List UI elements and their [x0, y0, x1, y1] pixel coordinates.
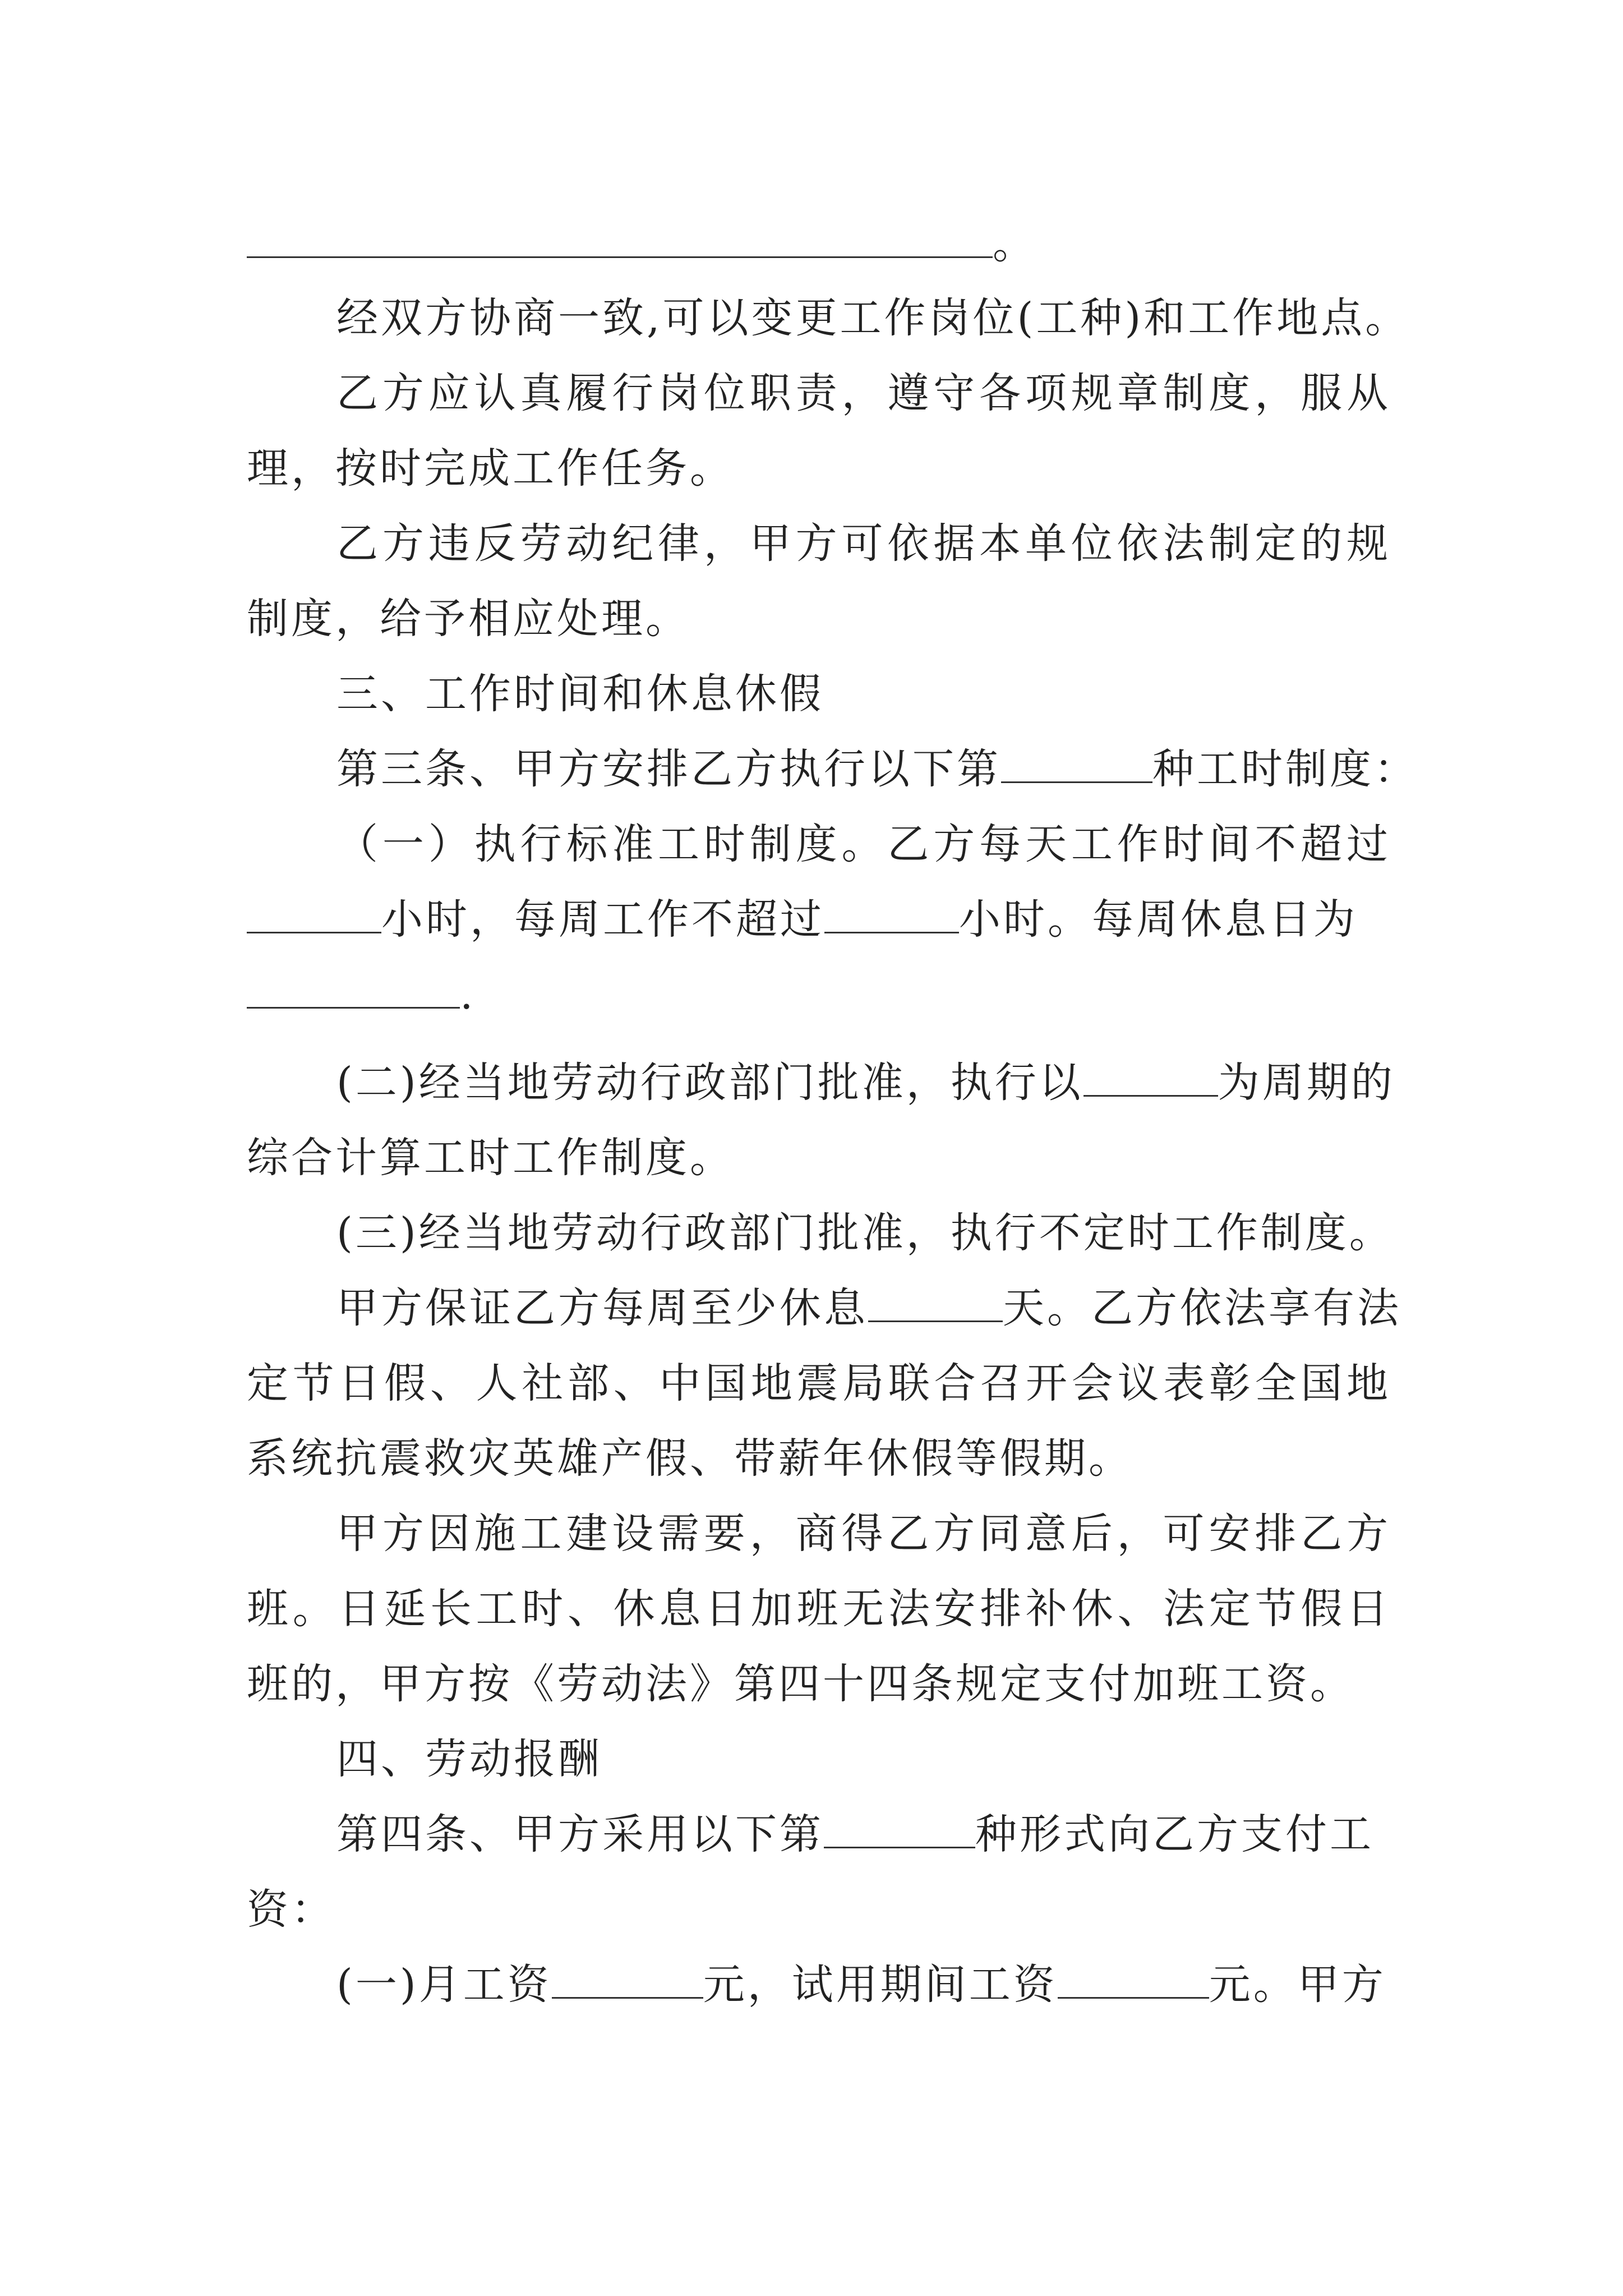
doc-line-20: 班的，甲方按《劳动法》第四十四条规定支付加班工资。 — [247, 1660, 1354, 1708]
fill-blank — [1058, 1958, 1209, 1999]
doc-line-13: 综合计算工时工作制度。 — [247, 1134, 734, 1182]
line-text: 为周期的 — [1218, 1059, 1395, 1107]
section-heading-3: 三、工作时间和休息休假 — [336, 670, 824, 718]
doc-line-15 — [336, 1280, 1401, 1336]
doc-line-12 — [336, 1055, 1395, 1111]
line-text: (一)月工资 — [336, 1961, 552, 2009]
fill-blank — [247, 892, 381, 933]
doc-line-23: 资： — [247, 1885, 335, 1934]
doc-line-6: 制度，给予相应处理。 — [247, 595, 690, 643]
doc-line-16: 定节日假、人社部、中国地震局联合召开会议表彰全国地 — [247, 1359, 1391, 1407]
doc-line-2: 经双方协商一致,可以变更工作岗位(工种)和工作地点。 — [336, 294, 1410, 342]
line-text: . — [460, 970, 476, 1019]
fill-blank — [868, 1281, 1003, 1322]
fill-blank — [247, 217, 993, 258]
doc-line-4: 理，按时完成工作任务。 — [247, 444, 734, 493]
line-text: 第四条、甲方采用以下第 — [336, 1810, 824, 1858]
doc-line-17: 系统抗震救灾英雄产假、带薪年休假等假期。 — [247, 1434, 1133, 1483]
doc-line-18: 甲方因施工建设需要，商得乙方同意后，可安排乙方 — [336, 1510, 1391, 1558]
fill-blank — [824, 892, 959, 933]
doc-line-3: 乙方应认真履行岗位职责，遵守各项规章制度，服从 — [336, 369, 1391, 417]
doc-line-22 — [336, 1806, 1391, 1862]
doc-line-10 — [247, 891, 1391, 947]
doc-line-8 — [336, 741, 1418, 797]
fill-blank — [552, 1958, 703, 1999]
fill-blank — [824, 1807, 975, 1848]
doc-line-14: (三)经当地劳动行政部门批准，执行不定时工作制度。 — [336, 1209, 1394, 1257]
doc-line-5: 乙方违反劳动纪律，甲方可依据本单位依法制定的规 — [336, 519, 1391, 568]
line-text: 小时。每周休息日为 — [959, 895, 1358, 944]
line-text: 种工时制度： — [1152, 745, 1418, 793]
fill-blank — [1083, 1056, 1218, 1097]
line-text: 元。甲方 — [1209, 1961, 1386, 2009]
line-text: 第三条、甲方安排乙方执行以下第 — [336, 745, 1001, 793]
fill-blank — [247, 968, 460, 1009]
line-text: (二)经当地劳动行政部门批准，执行以 — [336, 1059, 1083, 1107]
doc-line-24 — [336, 1957, 1391, 2013]
doc-line-1 — [247, 216, 1391, 272]
line-text: 小时，每周工作不超过 — [381, 895, 824, 944]
line-text: 甲方保证乙方每周至少休息 — [336, 1284, 868, 1332]
line-text: 种形式向乙方支付工 — [975, 1810, 1374, 1858]
doc-line-9: （一）执行标准工时制度。乙方每天工作时间不超过 — [336, 820, 1391, 868]
fill-blank — [1001, 742, 1152, 783]
line-text: 元，试用期间工资 — [703, 1961, 1058, 2009]
doc-line-11 — [247, 967, 1391, 1023]
line-text: 。 — [993, 220, 1037, 268]
section-heading-4: 四、劳动报酬 — [336, 1735, 602, 1783]
line-text: 天。乙方依法享有法 — [1003, 1284, 1401, 1332]
doc-line-19: 班。日延长工时、休息日加班无法安排补休、法定节假日 — [247, 1585, 1391, 1633]
